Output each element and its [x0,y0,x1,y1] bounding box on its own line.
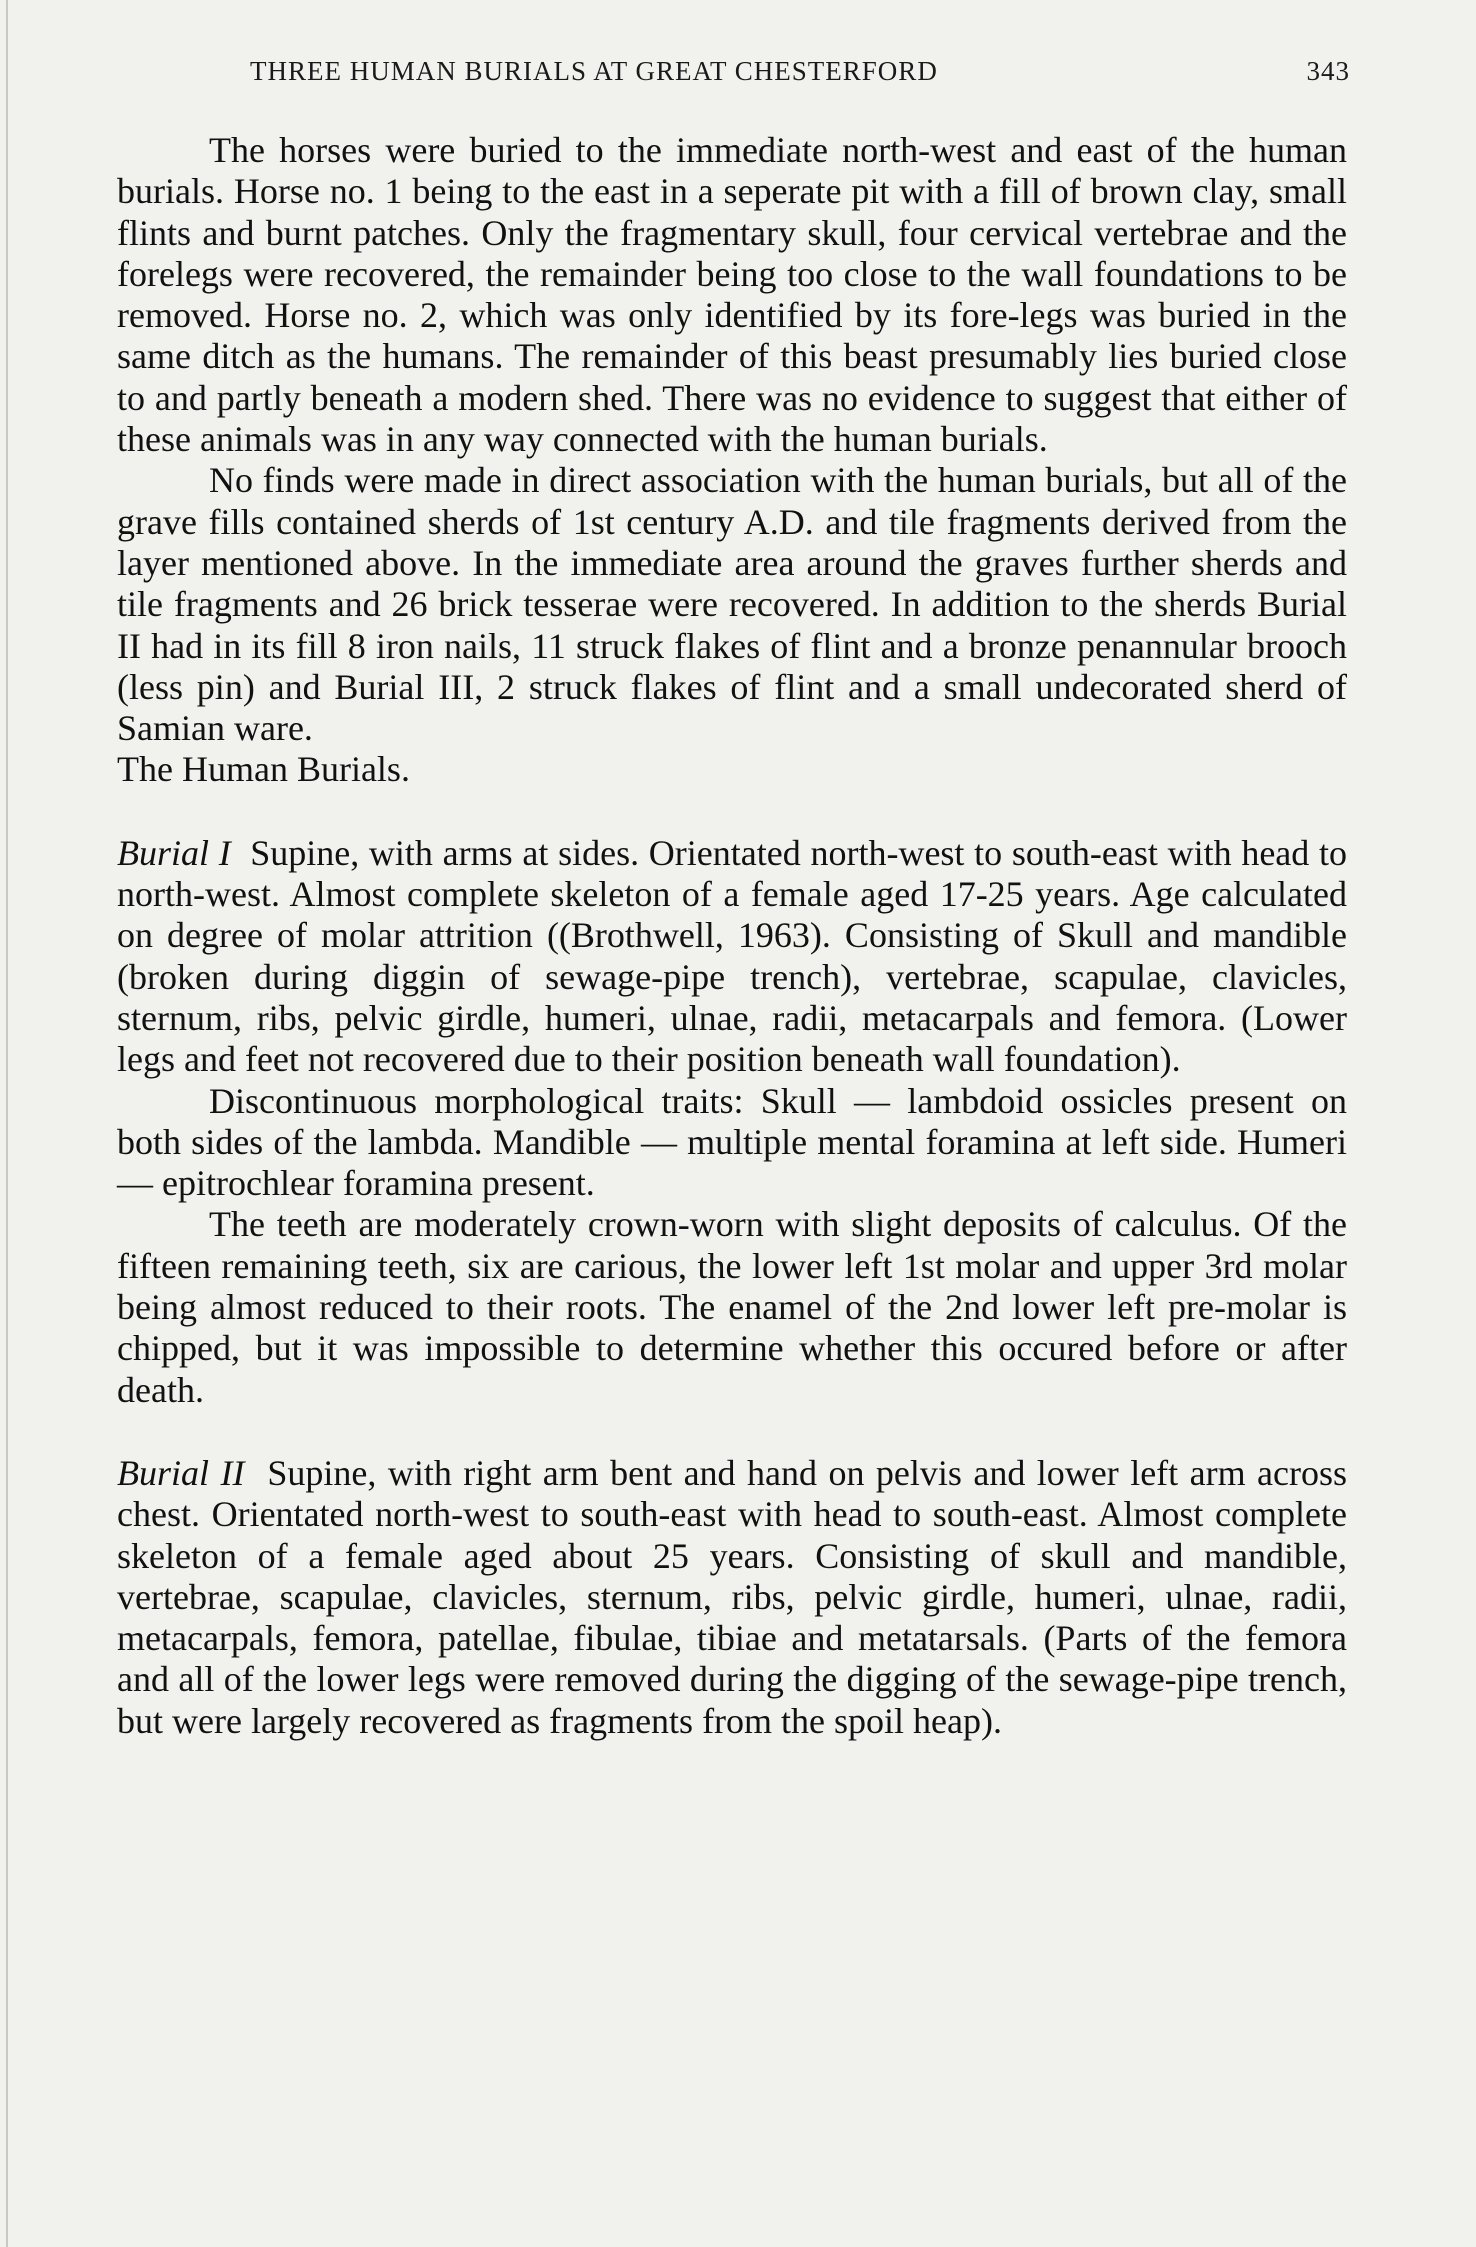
running-head-title: THREE HUMAN BURIALS AT GREAT CHESTERFORD [250,56,938,86]
paragraph-horses: The horses were buried to the immediate north-west and east of the human burials. Horse no. 1 being to the east in a seperate pit with a fill of brown clay, small flints and burnt patches. Only the fragmentary skull, four cervical vertebrae and the forelegs were recovered, the remainder being too close to the wall foundations to be removed. Horse no. 2, which was only identified by its fore-legs was buried in the same ditch as the humans. The remainder of this beast presumably lies buried close to and partly beneath a modern shed. There was no evidence to suggest that either of these animals was in any way connected with the human burials. [117,130,1347,460]
burial-1-text: Supine, with arms at sides. Orientated north-west to south-east with head to north-west. Almost complete skeleton of a female aged 17-25 years. Age calculated on degree of molar attrition ((Brothwell, 1963). Consisting of Skull and mandible (broken during diggin of sewage-pipe trench), vertebrae, scapulae, clavicles, sternum, ribs, pelvic girdle, humeri, ulnae, radii, metacarpals and femora. (Lower legs and feet not recovered due to their position beneath wall foundation). [117,832,1348,1080]
page-number: 343 [1306,56,1350,86]
gutter-line [6,0,8,2247]
paragraph-burial-1 [117,833,1347,1081]
paragraph-teeth: The teeth are moderately crown-worn with slight deposits of calculus. Of the fifteen remaining teeth, six are carious, the lower left 1st molar and upper 3rd molar being almost reduced to their roots. The enamel of the 2nd lower left pre-molar is chipped, but it was impossible to determine whether this occured before or after death. [117,1204,1347,1410]
burial-2-label: Burial II [117,1452,245,1493]
paragraph-finds: No finds were made in direct association with the human burials, but all of the grave fills contained sherds of 1st century A.D. and tile fragments derived from the layer mentioned above. In the immediate area around the graves further sherds and tile fragments and 26 brick tesserae were recovered. In addition to the sherds Burial II had in its fill 8 iron nails, 11 struck flakes of flint and a bronze penannular brooch (less pin) and Burial III, 2 struck flakes of flint and a small undecorated sherd of Samian ware. [117,460,1347,749]
section-heading: The Human Burials. [117,749,410,790]
body-text [117,130,1347,1742]
spacer [117,791,1347,833]
burial-1-label: Burial I [117,832,231,873]
paragraph-burial-2 [117,1453,1347,1742]
burial-2-text: Supine, with right arm bent and hand on pelvis and lower left arm across chest. Orientated north-west to south-east with head to south-east. Almost complete skeleton of a female aged about 25 years. Consisting of skull and mandible, vertebrae, scapulae, clavicles, sternum, ribs, pelvic girdle, humeri, ulnae, radii, metacarpals, femora, patellae, fibulae, tibiae and metatarsals. (Parts of the femora and all of the lower legs were removed during the digging of the sewage-pipe trench, but were largely recovered as fragments from the spoil heap). [117,1452,1348,1741]
running-head [250,56,1350,87]
paragraph-traits: Discontinuous morphological traits: Skull — lambdoid ossicles present on both sides of the lambda. Mandible — multiple mental foramina at left side. Humeri — epitrochlear foramina present. [117,1080,1347,1204]
spacer [117,1411,1347,1453]
